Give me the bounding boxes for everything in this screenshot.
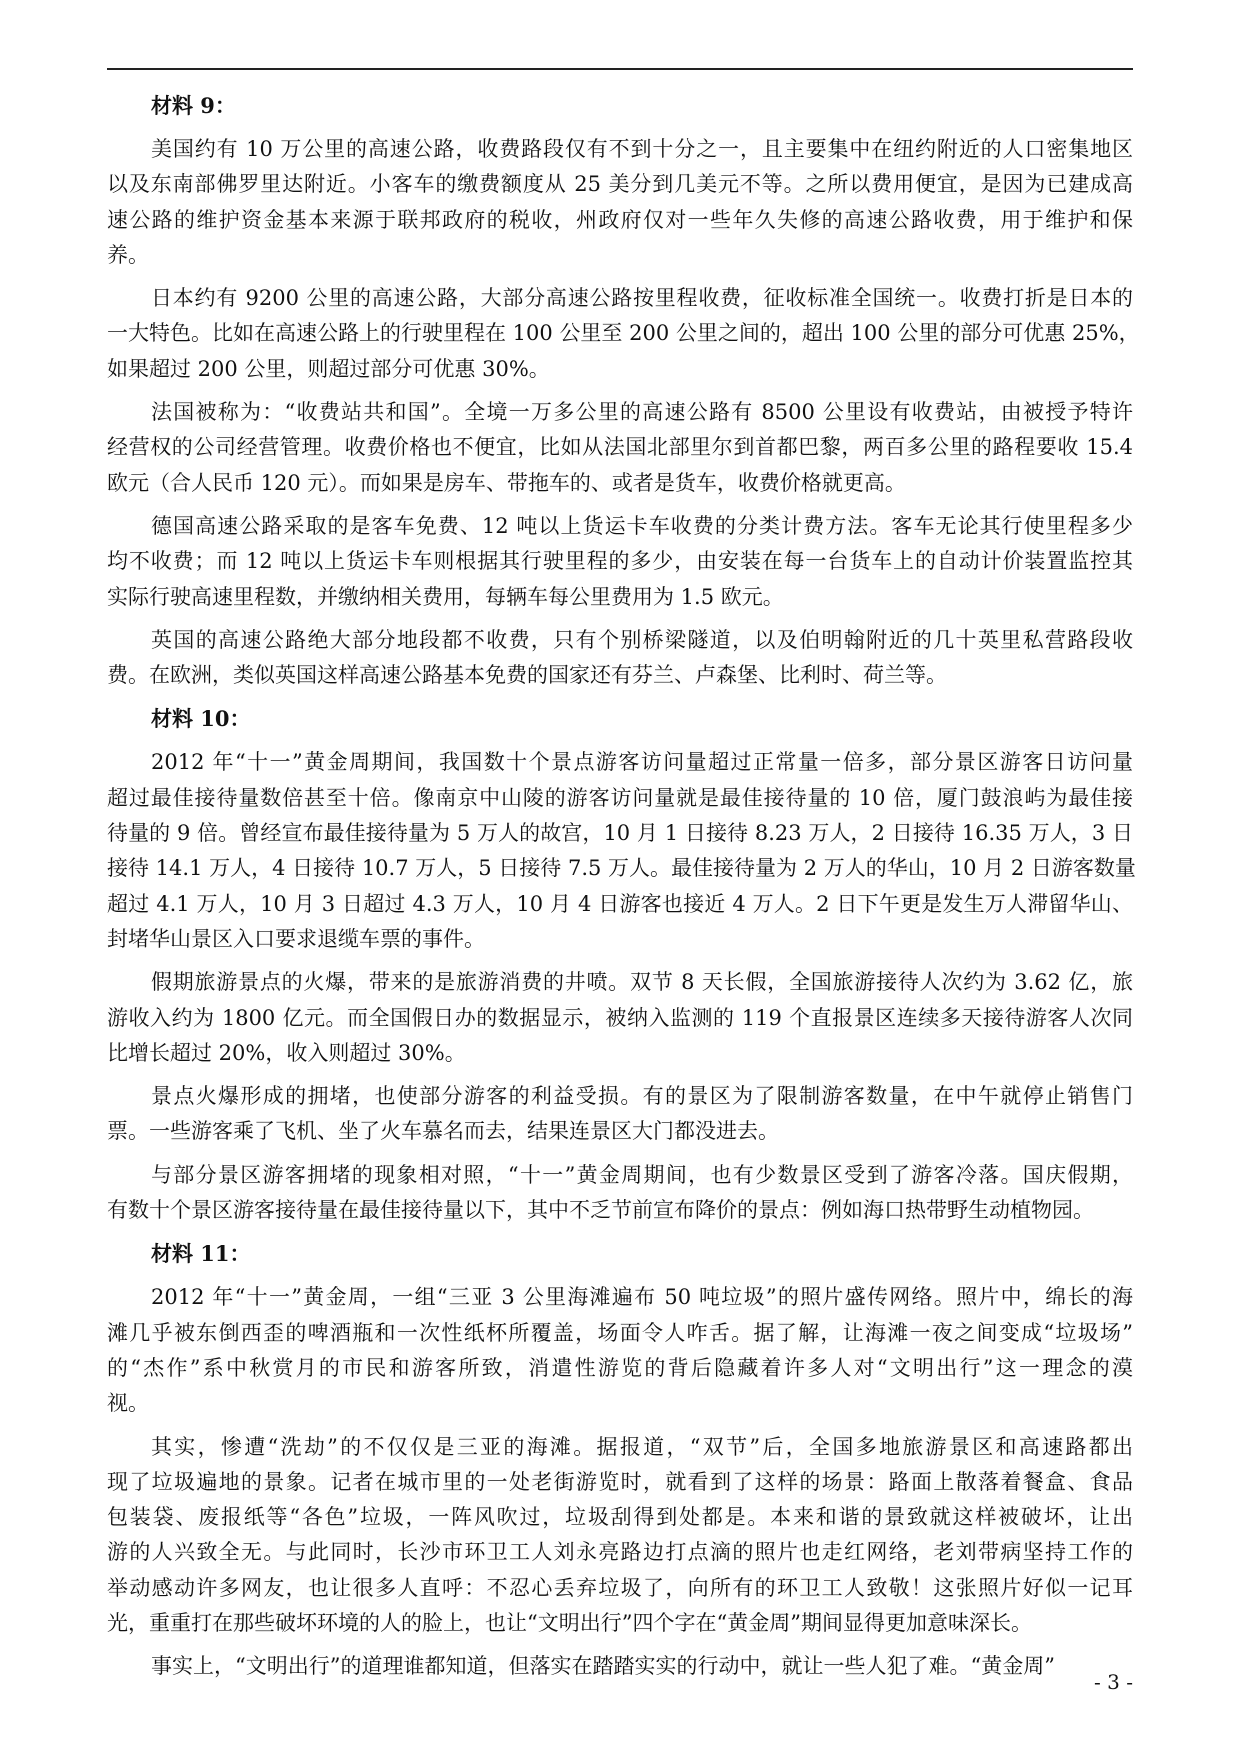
text-line: 假期旅游景点的火爆，带来的是旅游消费的井喷。双节 8 天长假，全国旅游接待人次约为 3.62 亿，旅 xyxy=(151,970,1133,995)
paragraph xyxy=(107,132,1133,273)
text-line: 经营权的公司经营管理。收费价格也不便宜，比如从法国北部里尔到首都巴黎，两百多公里的路程要收 15.4 xyxy=(107,435,1133,460)
text-line: 待量的 9 倍。曾经宣布最佳接待量为 5 万人的故宫，10 月 1 日接待 8.23 万人，2 日接待 16.35 万人，3 日 xyxy=(107,821,1133,846)
section-title: 材料 9： xyxy=(151,93,236,118)
text-line: 视。 xyxy=(107,1391,149,1416)
text-line: 均不收费；而 12 吨以上货运卡车则根据其行驶里程的多少，由安装在每一台货车上的自动计价装置监控其 xyxy=(107,549,1133,574)
material-section xyxy=(107,88,1140,693)
paragraph xyxy=(107,395,1133,501)
text-line: 美国约有 10 万公里的高速公路，收费路段仅有不到十分之一，且主要集中在纽约附近的人口密集地区 xyxy=(151,137,1133,161)
paragraph xyxy=(107,509,1133,615)
text-line: 法国被称为：“收费站共和国”。全境一万多公里的高速公路有 8500 公里设有收费站，由被授予特许 xyxy=(151,400,1133,425)
text-line: 接待 14.1 万人，4 日接待 10.7 万人，5 日接待 7.5 万人。最佳接待量为 2 万人的华山，10 月 2 日游客数量 xyxy=(107,856,1136,881)
text-line: 如果超过 200 公里，则超过部分可优惠 30%。 xyxy=(107,356,550,381)
paragraph xyxy=(107,745,1136,957)
paragraph xyxy=(107,1649,1133,1684)
paragraph xyxy=(107,1280,1133,1421)
text-line: 光，重重打在那些破坏环境的人的脸上，也让“文明出行”四个字在“黄金周”期间显得更加意味深长。 xyxy=(107,1610,1032,1635)
document-body xyxy=(107,88,1140,1693)
text-line: 以及东南部佛罗里达附近。小客车的缴费额度从 25 美分到几美元不等。之所以费用便宜，是因为已建成高 xyxy=(107,172,1133,197)
text-line: 超过 4.1 万人，10 月 3 日超过 4.3 万人，10 月 4 日游客也接近 4 万人。2 日下午更是发生万人滞留华山、 xyxy=(107,891,1133,916)
page-number: - 3 - xyxy=(1094,1670,1133,1694)
text-line: 速公路的维护资金基本来源于联邦政府的税收，州政府仅对一些年久失修的高速公路收费，用于维护和保 xyxy=(107,207,1133,232)
text-line: 票。一些游客乘了飞机、坐了火车慕名而去，结果连景区大门都没进去。 xyxy=(107,1119,779,1144)
text-line: 的“杰作”系中秋赏月的市民和游客所致，消遣性游览的背后隐藏着许多人对“文明出行”这一理念的漠 xyxy=(107,1355,1133,1380)
text-line: 现了垃圾遍地的景象。记者在城市里的一处老街游览时，就看到了这样的场景：路面上散落着餐盒、食品 xyxy=(107,1469,1133,1494)
paragraph xyxy=(107,281,1140,387)
section-title: 材料 11： xyxy=(151,1241,251,1267)
text-line: 封堵华山景区入口要求退缆车票的事件。 xyxy=(107,926,485,951)
text-line: 超过最佳接待量数倍甚至十倍。像南京中山陵的游客访问量就是最佳接待量的 10 倍，厦门鼓浪屿为最佳接 xyxy=(107,785,1133,810)
paragraph xyxy=(107,623,1133,694)
text-line: 与部分景区游客拥堵的现象相对照，“十一”黄金周期间，也有少数景区受到了游客冷落。国庆假期， xyxy=(151,1162,1133,1187)
paragraph xyxy=(107,1158,1133,1229)
paragraph xyxy=(107,965,1133,1071)
text-line: 一大特色。比如在高速公路上的行驶里程在 100 公里至 200 公里之间的，超出 100 公里的部分可优惠 25%， xyxy=(107,321,1140,346)
text-line: 比增长超过 20%，收入则超过 30%。 xyxy=(107,1040,466,1065)
paragraph xyxy=(107,1430,1133,1642)
text-line: 景点火爆形成的拥堵，也使部分游客的利益受损。有的景区为了限制游客数量，在中午就停止销售门 xyxy=(151,1084,1133,1109)
text-line: 其实，惨遭“洗劫”的不仅仅是三亚的海滩。据报道，“双节”后，全国多地旅游景区和高速路都出 xyxy=(151,1434,1133,1459)
text-line: 欧元（合人民币 120 元）。而如果是房车、带拖车的、或者是货车，收费价格就更高。 xyxy=(107,470,906,495)
header-rule xyxy=(107,68,1133,70)
text-line: 事实上，“文明出行”的道理谁都知道，但落实在踏踏实实的行动中，就让一些人犯了难。“黄金周” xyxy=(151,1654,1055,1679)
text-line: 英国的高速公路绝大部分地段都不收费，只有个别桥梁隧道，以及伯明翰附近的几十英里私营路段收 xyxy=(151,627,1133,652)
text-line: 滩几乎被东倒西歪的啤酒瓶和一次性纸杯所覆盖，场面令人咋舌。据了解，让海滩一夜之间变成“垃圾场” xyxy=(107,1320,1133,1345)
text-line: 德国高速公路采取的是客车免费、12 吨以上货运卡车收费的分类计费方法。客车无论其行使里程多少 xyxy=(151,513,1133,538)
text-line: 游收入约为 1800 亿元。而全国假日办的数据显示，被纳入监测的 119 个直报景区连续多天接待游客人次同 xyxy=(107,1005,1133,1030)
text-line: 包装袋、废报纸等“各色”垃圾，一阵风吹过，垃圾刮得到处都是。本来和谐的景致就这样被破坏，让出 xyxy=(107,1505,1133,1530)
text-line: 有数十个景区游客接待量在最佳接待量以下，其中不乏节前宣布降价的景点：例如海口热带野生动植物园。 xyxy=(107,1198,1094,1223)
text-line: 2012 年“十一”黄金周期间，我国数十个景点游客访问量超过正常量一倍多，部分景区游客日访问量 xyxy=(151,750,1133,775)
section-title: 材料 10： xyxy=(151,706,251,732)
material-section xyxy=(107,1236,1133,1684)
text-line: 游的人兴致全无。与此同时，长沙市环卫工人刘永亮路边打点滴的照片也走红网络，老刘带病坚持工作的 xyxy=(107,1540,1133,1565)
text-line: 举动感动许多网友，也让很多人直呼：不忍心丢弃垃圾了，向所有的环卫工人致敬！这张照片好似一记耳 xyxy=(107,1575,1133,1600)
text-line: 养。 xyxy=(107,242,149,267)
material-section xyxy=(107,701,1136,1228)
text-line: 2012 年“十一”黄金周，一组“三亚 3 公里海滩遍布 50 吨垃圾”的照片盛传网络。照片中，绵长的海 xyxy=(151,1285,1133,1310)
paragraph xyxy=(107,1079,1133,1150)
text-line: 实际行驶高速里程数，并缴纳相关费用，每辆车每公里费用为 1.5 欧元。 xyxy=(107,584,784,609)
text-line: 日本约有 9200 公里的高速公路，大部分高速公路按里程收费，征收标准全国统一。收费打折是日本的 xyxy=(151,286,1133,311)
text-line: 费。在欧洲，类似英国这样高速公路基本免费的国家还有芬兰、卢森堡、比利时、荷兰等。 xyxy=(107,663,947,688)
